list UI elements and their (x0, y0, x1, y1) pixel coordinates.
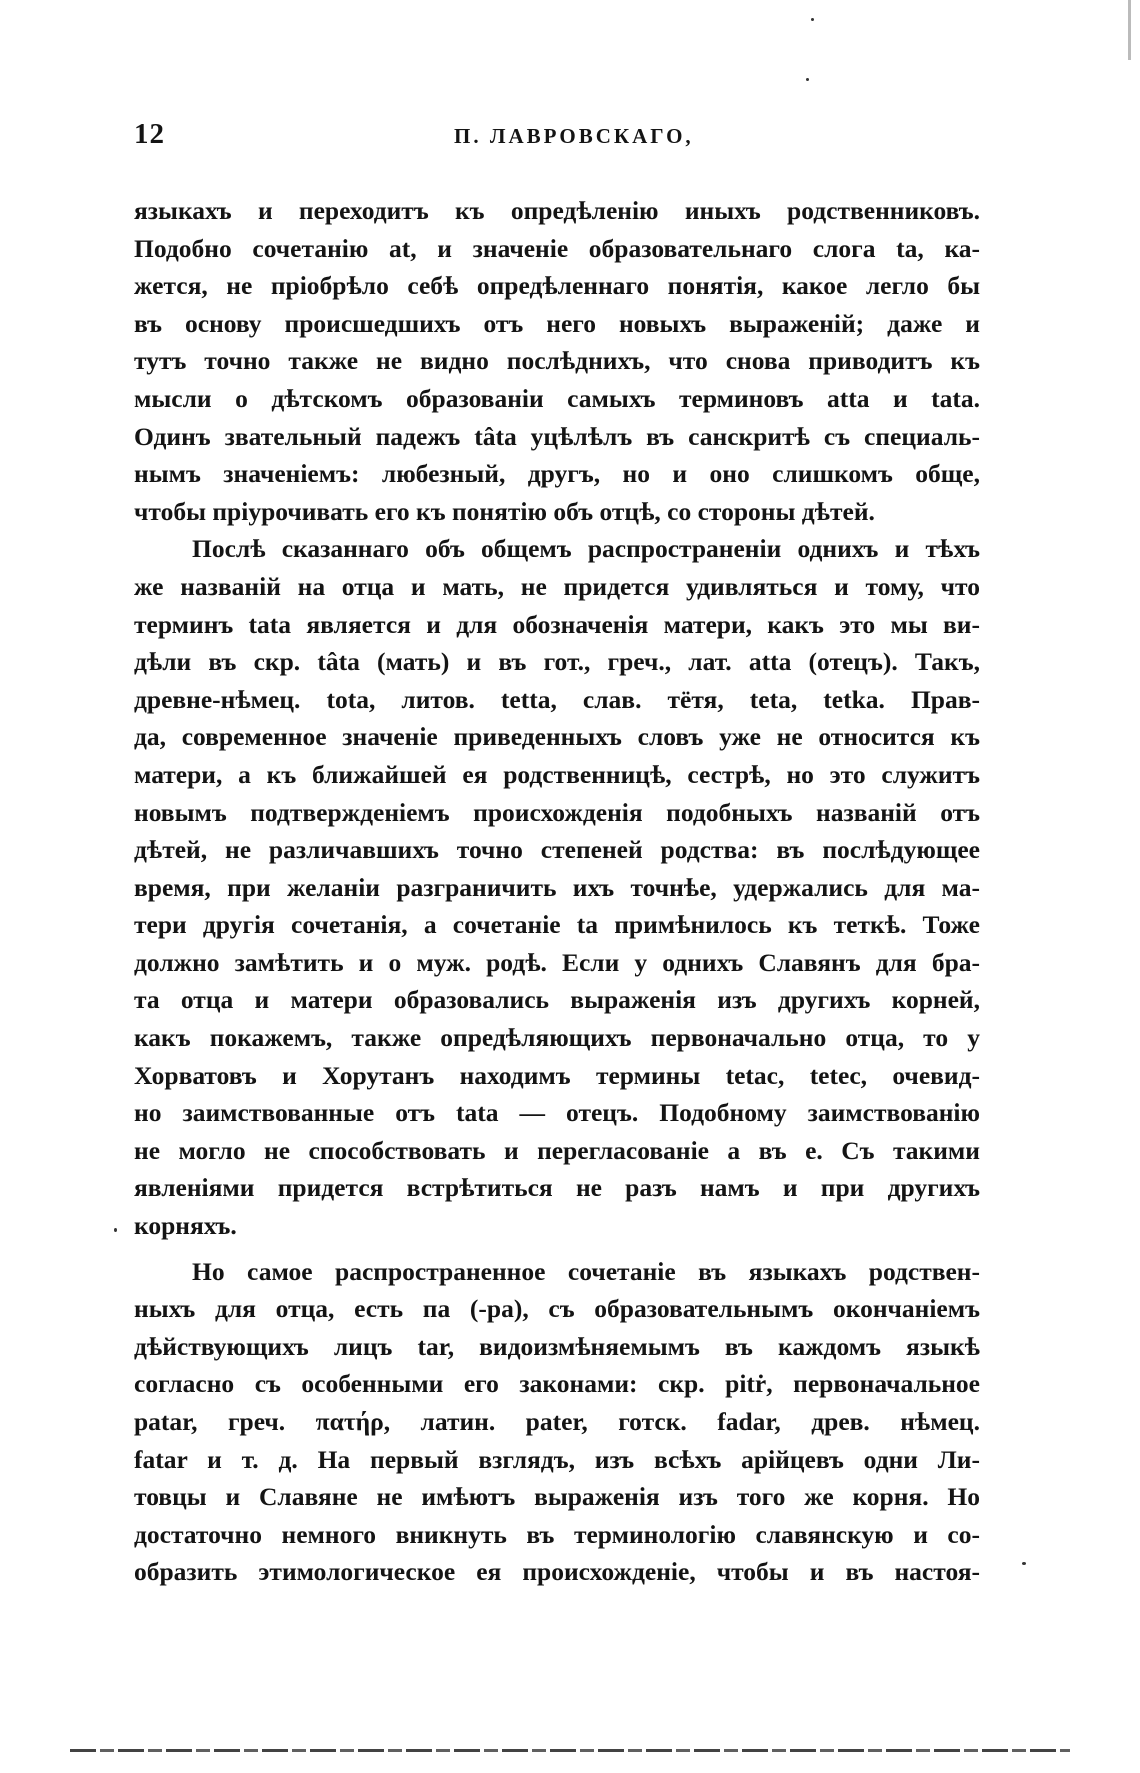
running-head: П. ЛАВРОВСКАГО, (454, 124, 694, 148)
text-line: Одинъ звательный падежъ tâta уцѣлѣлъ въ санскритѣ съ специаль- (134, 421, 980, 451)
text-line: но заимствованные отъ tata — отецъ. Подобному заимствованію (134, 1098, 980, 1128)
text-line: Послѣ сказаннаго объ общемъ распространеніи однихъ и тѣхъ (192, 534, 980, 564)
bottom-scan-rule (70, 1749, 1070, 1752)
paragraph-3 (134, 1253, 980, 1591)
text-line: тери другія сочетанія, а сочетаніе ta примѣнилось къ теткѣ. Тоже (134, 910, 980, 940)
text-line: какъ покажемъ, также опредѣляющихъ первоначально отца, то у (134, 1023, 980, 1053)
paragraph-1 (134, 192, 980, 530)
text-line: ныхъ для отца, есть па (-pa), съ образовательнымъ окончаніемъ (134, 1294, 980, 1324)
scan-speck (811, 18, 814, 21)
text-line: fatar и т. д. На первый взглядъ, изъ всѣхъ арійцевъ одни Ли- (134, 1444, 980, 1474)
text-line: матери, а къ ближайшей ея родственницѣ, сестрѣ, но это служитъ (134, 759, 980, 789)
text-line: дѣйствующихъ лицъ tar, видоизмѣняемымъ въ каждомъ языкѣ (134, 1331, 980, 1361)
text-line: въ основу происшедшихъ отъ него новыхъ выраженій; даже и (134, 308, 980, 338)
paragraph-2 (134, 530, 980, 1244)
text-line: терминъ tata является и для обозначенія матери, какъ это мы ви- (134, 609, 980, 639)
text-line: та отца и матери образовались выраженія изъ другихъ корней, (134, 985, 980, 1015)
text-line: древне-нѣмец. tota, литов. tetta, слав. тётя, teta, tetka. Прав- (134, 684, 980, 714)
text-line: дѣли въ скр. tâta (мать) и въ гот., греч., лат. atta (отецъ). Такъ, (134, 647, 980, 677)
text-line: Хорватовъ и Хорутанъ находимъ термины tetac, tetec, очевид- (134, 1060, 980, 1090)
text-line: тутъ точно также не видно послѣднихъ, что снова приводитъ къ (134, 346, 980, 376)
page-header (134, 118, 980, 158)
text-line: нымъ значеніемъ: любезный, другъ, но и оно слишкомъ обще, (134, 459, 980, 489)
text-line: явленіями придется встрѣтиться не разъ намъ и при другихъ (134, 1173, 980, 1203)
text-line: должно замѣтить и о муж. родѣ. Если у однихъ Славянъ для бра- (134, 947, 980, 977)
text-line: достаточно немного вникнуть въ терминологію славянскую и со- (134, 1519, 980, 1549)
text-line: да, современное значеніе приведенныхъ словъ уже не относится къ (134, 722, 980, 752)
text-line: дѣтей, не различавшихъ точно степеней родства: въ послѣдующее (134, 835, 980, 865)
text-line: мысли о дѣтскомъ образованіи самыхъ терминовъ atta и tata. (134, 383, 980, 413)
text-line: новымъ подтвержденіемъ происхожденія подобныхъ названій отъ (134, 797, 980, 827)
paragraph-gap (134, 1245, 980, 1253)
text-line: время, при желаніи разграничить ихъ точнѣе, удержались для ма- (134, 872, 980, 902)
text-line: товцы и Славяне не имѣютъ выраженія изъ того же корня. Но (134, 1482, 980, 1512)
text-line: образить этимологическое ея происхожденіе, чтобы и въ настоя- (134, 1557, 980, 1587)
text-line: не могло не способствовать и перегласованіе а въ е. Съ такими (134, 1135, 980, 1165)
body-text (134, 192, 980, 1591)
page-number: 12 (134, 118, 165, 150)
text-line: языкахъ и переходитъ къ опредѣленію иныхъ родственниковъ. (134, 196, 980, 225)
text-line: patar, греч. πατήρ, латин. pater, готск. fadar, древ. нѣмец. (134, 1407, 980, 1436)
text-line: корняхъ. (134, 1211, 237, 1241)
text-line: согласно съ особенными его законами: скр. pitṙ, первоначальное (134, 1369, 980, 1399)
text-line: Подобно сочетанію at, и значеніе образовательнаго слога ta, ка- (134, 233, 980, 263)
scan-speck (1022, 1562, 1026, 1565)
scan-edge-mark (1128, 0, 1131, 60)
text-line: жется, не пріобрѣло себѣ опредѣленнаго понятія, какое легло бы (134, 271, 980, 301)
scan-speck (806, 78, 809, 81)
scan-speck (114, 1228, 117, 1232)
text-line: же названій на отца и мать, не придется удивляться и тому, что (134, 571, 980, 601)
text-line: чтобы пріурочивать его къ понятію объ отцѣ, со стороны дѣтей. (134, 496, 875, 526)
text-line: Но самое распространенное сочетаніе въ языкахъ родствен- (192, 1256, 980, 1286)
